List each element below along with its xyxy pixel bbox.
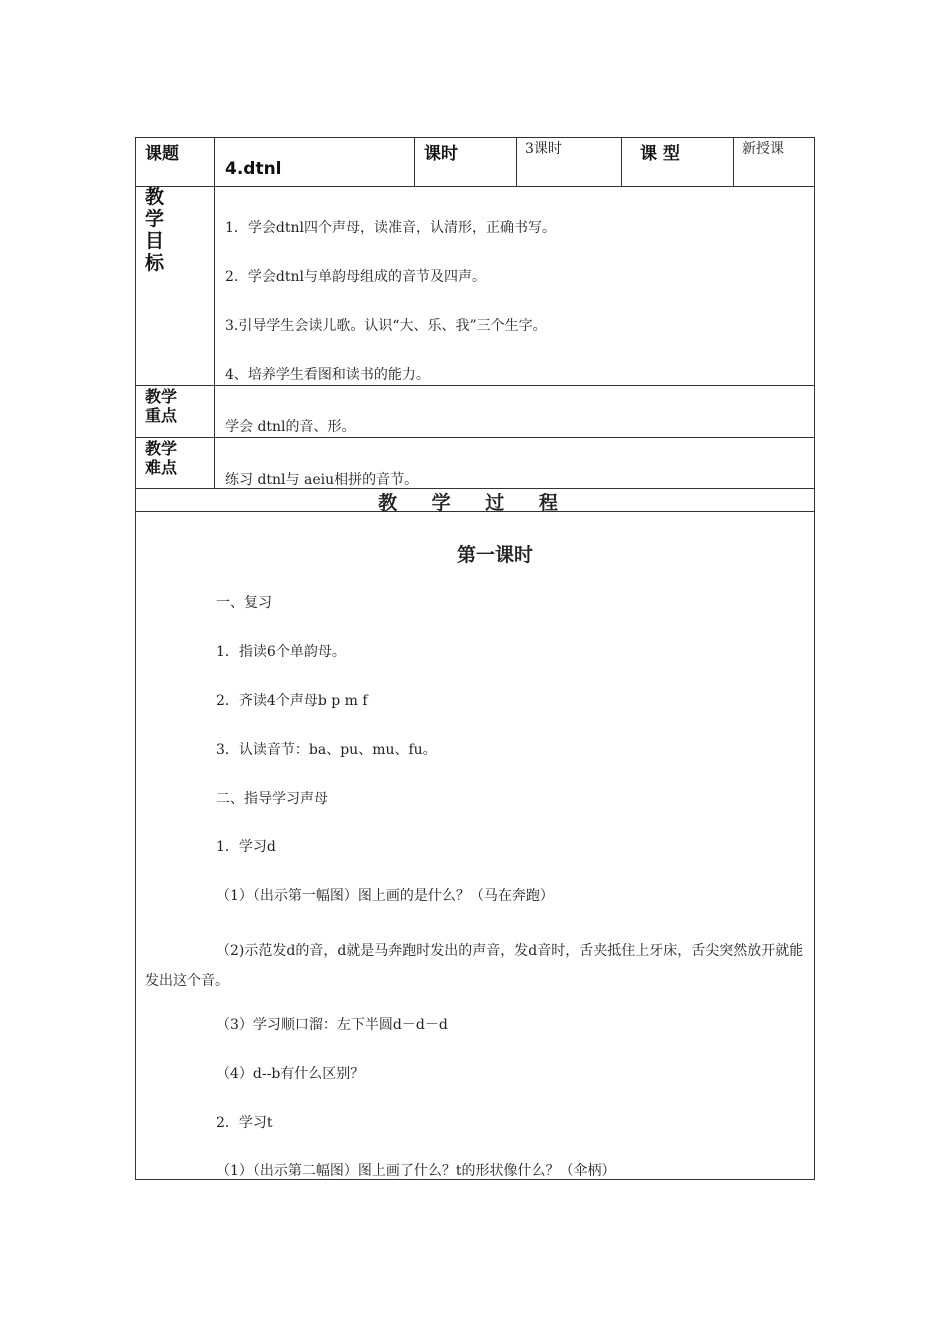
process-line: 一、复习 <box>216 595 272 611</box>
objectives-label: 教学目标 <box>145 186 165 274</box>
row-divider <box>135 437 815 438</box>
topic-label: 课题 <box>145 144 179 164</box>
objective-item: 4、培养学生看图和读书的能力。 <box>225 367 430 383</box>
period-value: 3课时 <box>525 141 562 157</box>
process-title: 教 学 过 程 <box>378 492 572 514</box>
column-divider <box>733 137 734 186</box>
process-line: 1．学习d <box>216 839 276 855</box>
process-line: （2)示范发d的音，d就是马奔跑时发出的声音，发d音时，舌夹抵住上牙床，舌尖突然放开就能发出这个音。 <box>145 943 804 989</box>
column-divider <box>621 137 622 186</box>
row-divider <box>135 385 815 386</box>
difficulty-text: 练习 dtnl与 aeiu相拼的音节。 <box>225 472 419 488</box>
process-line: 二、指导学习声母 <box>216 791 328 807</box>
period-label: 课时 <box>424 144 458 164</box>
difficulty-label: 教学难点 <box>145 439 178 477</box>
column-divider <box>516 137 517 186</box>
process-line: （3）学习顺口溜：左下半圆d－d－d <box>216 1017 448 1033</box>
column-divider <box>414 137 415 186</box>
key-point-text: 学会 dtnl的音、形。 <box>225 419 356 435</box>
key-point-label: 教学重点 <box>145 387 178 425</box>
objective-item: 3.引导学生会读儿歌。认识“大、乐、我”三个生字。 <box>225 318 547 334</box>
process-line: （1）（出示第二幅图）图上画了什么？t的形状像什么？（伞柄） <box>216 1163 616 1179</box>
process-line: 1．指读6个单韵母。 <box>216 644 346 660</box>
type-label: 课 型 <box>640 144 680 164</box>
topic-value: 4.dtnl <box>225 159 282 179</box>
column-divider <box>214 137 215 488</box>
process-line: 3．认读音节：ba、pu、mu、fu。 <box>216 742 437 758</box>
type-value: 新授课 <box>742 141 784 157</box>
objective-item: 2．学会dtnl与单韵母组成的音节及四声。 <box>225 269 486 285</box>
objective-item: 1．学会dtnl四个声母，读准音，认清形，正确书写。 <box>225 220 556 236</box>
process-line: （4）d--b有什么区别？ <box>216 1066 365 1082</box>
row-divider <box>135 186 815 187</box>
process-line: 2．学习t <box>216 1115 273 1131</box>
process-line: （1）（出示第一幅图）图上画的是什么？（马在奔跑） <box>216 888 554 904</box>
lesson-subtitle: 第一课时 <box>456 544 533 566</box>
process-line: 2．齐读4个声母b p m f <box>216 693 368 709</box>
